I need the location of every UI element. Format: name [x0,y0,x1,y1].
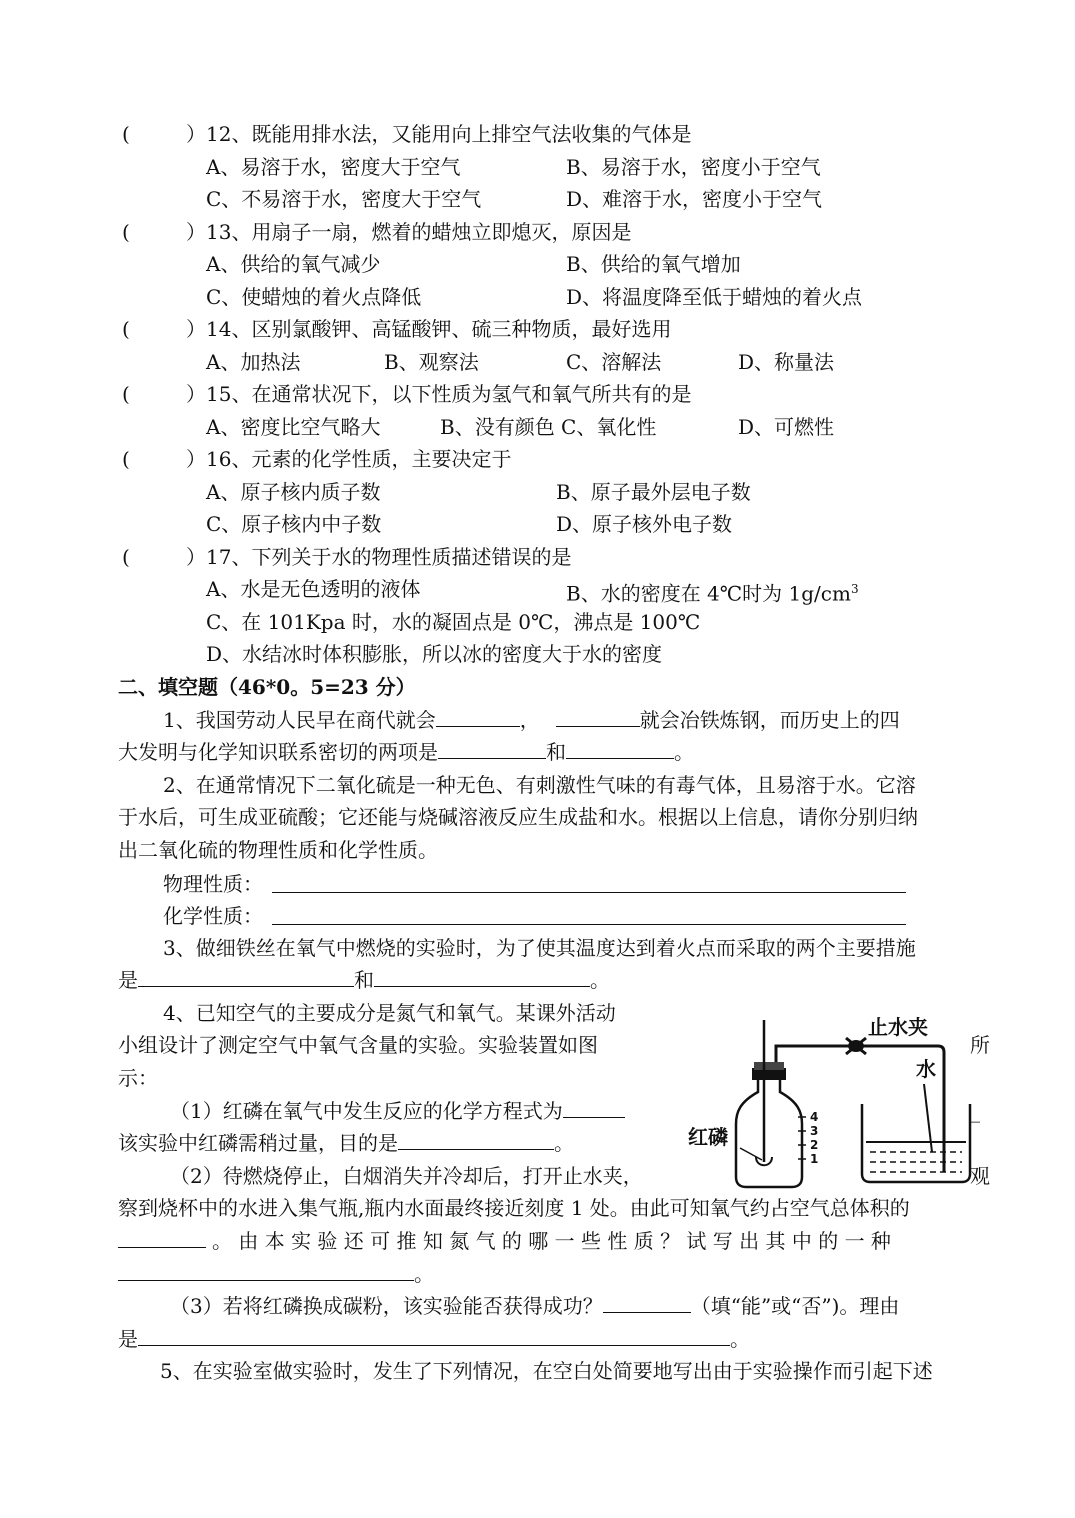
rubber-stopper-top [754,1062,784,1070]
fill-q4-sub2-line2: 察到烧杯中的水进入集气瓶,瓶内水面最终接近刻度 1 处。由此可知氧气约占空气总体积的 [118,1196,910,1220]
q13-option-c: C、使蜡烛的着火点降低 [206,285,422,309]
beaker-water [866,1142,966,1172]
answer-blank[interactable] [566,738,674,759]
fill-q4-sub2-right: 观 [970,1164,990,1188]
answer-blank[interactable] [138,966,354,987]
scale-mark-2: 2 [810,1138,819,1152]
answer-blank[interactable] [118,1260,414,1281]
text: （1）红磷在氧气中发生反应的化学方程式为 [170,1099,563,1123]
clamp-label: 止水夹 [868,1015,928,1039]
question-14-stem: ）14、区别氯酸钾、高锰酸钾、硫三种物质，最好选用 [186,317,672,341]
q15-option-b-c: B、没有颜色 C、氧化性 [440,415,657,439]
text: 是 [118,968,138,992]
fill-q2-line2: 于水后，可生成亚硫酸；它还能与烧碱溶液反应生成盐和水。根据以上信息，请你分别归纳 [118,805,918,829]
fill-q4-sub1-right: _ [970,1099,980,1123]
fill-q2-line3: 出二氧化硫的物理性质和化学性质。 [118,838,438,862]
text: 。 [414,1262,434,1286]
text: 大发明与化学知识联系密切的两项是 [118,740,438,764]
physical-properties-label: 物理性质： [163,872,263,896]
q13-option-b: B、供给的氧气增加 [566,252,741,276]
text: 该实验中红磷需稍过量，目的是 [118,1131,398,1155]
chemical-properties-label: 化学性质： [163,904,263,928]
fill-q5-line1: 5、在实验室做实验时，发生了下列情况，在空白处简要地写出由于实验操作而引起下述 [160,1359,933,1383]
scale-mark-4: 4 [810,1110,819,1124]
answer-blank[interactable] [398,1129,554,1150]
answer-bracket[interactable]: ( [122,220,130,244]
answer-bracket[interactable]: ( [122,447,130,471]
q12-option-a: A、易溶于水，密度大于空气 [206,155,461,179]
text: 。 由 本 实 验 还 可 推 知 氮 气 的 哪 一 些 性 质 ？ 试 写 出 其 中 的 一 种 [212,1229,891,1253]
fill-q1-line1 [163,706,900,734]
answer-blank[interactable] [556,706,640,727]
fill-q3-line1: 3、做细铁丝在氧气中燃烧的实验时，为了使其温度达到着火点而采取的两个主要措施 [163,936,916,960]
fill-q4-sub1-line2 [118,1129,574,1157]
q14-option-a: A、加热法 [206,350,301,374]
section-heading: 二、填空题（46*0。5=23 分） [118,675,416,699]
apparatus-diagram [680,1012,990,1192]
q14-option-b: B、观察法 [384,350,479,374]
scale-mark-3: 3 [810,1124,819,1138]
fill-q4-line1: 4、已知空气的主要成分是氮气和氧气。某课外活动 [163,1001,616,1025]
answer-blank[interactable] [374,966,590,987]
physical-properties-answer-line[interactable] [272,892,906,893]
answer-blank[interactable] [603,1292,691,1313]
q12-option-b: B、易溶于水，密度小于空气 [566,155,821,179]
question-17-stem: ）17、下列关于水的物理性质描述错误的是 [186,545,572,569]
answer-bracket[interactable]: ( [122,317,130,341]
text: 。 [674,740,694,764]
text: 。 [590,968,610,992]
text: 和 [354,968,374,992]
q16-option-a: A、原子核内质子数 [206,480,381,504]
scale-mark-1: 1 [810,1152,819,1166]
answer-blank[interactable] [118,1227,206,1248]
text: 是 [118,1327,138,1351]
water-stop-clamp [846,1038,866,1054]
q17-option-b [566,575,859,608]
fill-q4-sub3-line2 [118,1325,750,1353]
text: 就会冶铁炼钢，而历史上的四 [639,708,900,732]
q17-option-c: C、在 101Kpa 时，水的凝固点是 0℃，沸点是 100℃ [206,610,701,634]
fill-q4-sub2-line4 [118,1260,434,1288]
phosphorus-pointer [740,1148,762,1160]
question-15-stem: ）15、在通常状况下，以下性质为氢气和氧气所共有的是 [186,382,692,406]
answer-blank[interactable] [438,738,546,759]
fill-q4-sub2-line3 [118,1227,891,1255]
chemical-properties-answer-line[interactable] [272,924,906,925]
water-label: 水 [916,1057,936,1081]
q15-option-d: D、可燃性 [738,415,835,439]
question-16-stem: ）16、元素的化学性质，主要决定于 [186,447,512,471]
q12-option-c: C、不易溶于水，密度大于空气 [206,187,482,211]
q13-option-a: A、供给的氧气减少 [206,252,381,276]
q17-option-b-text: B、水的密度在 4℃时为 1g/cm [566,581,851,606]
text: 。 [730,1327,750,1351]
fill-q4-line2: 小组设计了测定空气中氧气含量的实验。实验装置如图 [118,1033,598,1057]
text: （填“能”或“否”)。理由 [690,1294,900,1318]
phosphorus-label: 红磷 [688,1125,728,1149]
text: ， [519,708,540,732]
q12-option-d: D、难溶于水，密度小于空气 [566,187,823,211]
fill-q2-line1: 2、在通常情况下二氧化硫是一种无色、有刺激性气味的有毒气体，且易溶于水。它溶 [163,773,916,797]
fill-q3-line2 [118,966,610,994]
answer-bracket[interactable]: ( [122,122,130,146]
answer-blank[interactable] [436,706,520,727]
q16-option-b: B、原子最外层电子数 [556,480,751,504]
fill-q4-line3: 示： [118,1066,158,1090]
q16-option-c: C、原子核内中子数 [206,512,382,536]
answer-blank[interactable] [563,1097,625,1118]
fill-q4-sub1 [170,1097,625,1125]
answer-blank[interactable] [138,1325,730,1346]
text: （3）若将红磷换成碳粉，该实验能否获得成功？ [170,1294,603,1318]
text: 。 [554,1131,574,1155]
fill-q4-sub3 [170,1292,899,1320]
question-13-stem: ）13、用扇子一扇，燃着的蜡烛立即熄灭，原因是 [186,220,632,244]
q15-option-a: A、密度比空气略大 [206,415,381,439]
q14-option-c: C、溶解法 [566,350,662,374]
q14-option-d: D、称量法 [738,350,835,374]
fill-q1-line2 [118,738,694,766]
answer-bracket[interactable]: ( [122,545,130,569]
fill-q4-sub2: （2）待燃烧停止，白烟消失并冷却后，打开止水夹， [170,1164,643,1188]
q13-option-d: D、将温度降至低于蜡烛的着火点 [566,285,863,309]
q16-option-d: D、原子核外电子数 [556,512,733,536]
q17-option-a: A、水是无色透明的液体 [206,577,421,601]
gas-collecting-bottle [736,1074,802,1187]
text: 1、我国劳动人民早在商代就会 [163,708,436,732]
answer-bracket[interactable]: ( [122,382,130,406]
delivery-tube [938,1046,944,1172]
superscript-3: 3 [850,582,859,596]
fill-q4-line2-right: 所 [970,1033,990,1057]
question-12-stem: ）12、既能用排水法，又能用向上排空气法收集的气体是 [186,122,692,146]
text: 和 [546,740,566,764]
q17-option-d: D、水结冰时体积膨胀，所以冰的密度大于水的密度 [206,642,663,666]
